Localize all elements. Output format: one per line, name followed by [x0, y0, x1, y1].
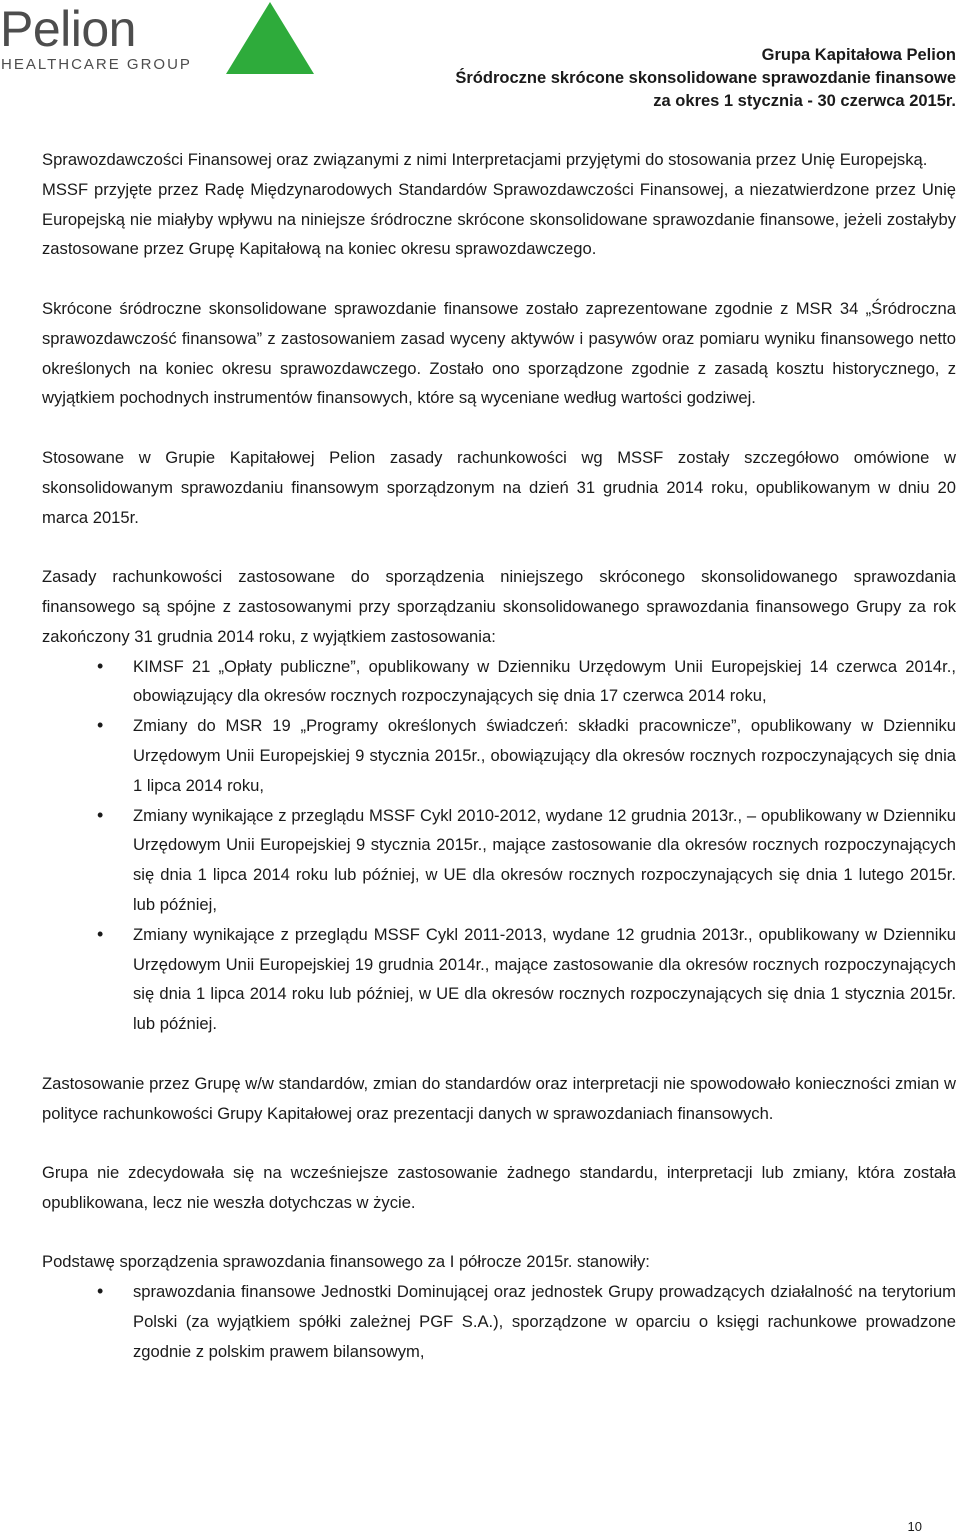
paragraph-3: Skrócone śródroczne skonsolidowane sprawozdanie finansowe zostało zaprezentowane zgodnie z MSR 34 „Śródroczna sprawozdawczość finansowa” z zastosowaniem zasad wyceny aktywów i pasywów oraz pomiaru wyniku finansowego netto określonych na koniec okresu sprawozdawczego. Zostało ono sporządzone zgodnie z zasadą kosztu historycznego, z wyjątkiem pochodnych instrumentów finansowych, które są wyceniane według wartości godziwej. [42, 298, 956, 408]
header-company: Grupa Kapitałowa Pelion [761, 46, 956, 64]
list-item: • Zmiany do MSR 19 „Programy określonych świadczeń: składki pracownicze”, opublikowany w Dzienniku Urzędowym Unii Europejskiej 9 stycznia 2015r., obowiązujący dla okresów rocznych rozpoczynających się dnia 1 lipca 2014 roku, [42, 711, 956, 800]
standards-list [42, 652, 956, 1039]
list-item: • sprawozdania finansowe Jednostki Dominującej oraz jednostek Grupy prowadzących działalność na terytorium Polski (za wyjątkiem spółki zależnej PGF S.A.), sporządzone w oparciu o księgi rachunkowe prowadzone zgodnie z polskim prawem bilansowym, [42, 1277, 956, 1366]
logo-triangle-icon [226, 2, 314, 74]
header-document-title: Śródroczne skrócone skonsolidowane sprawozdanie finansowe [455, 69, 956, 87]
document-header [455, 44, 956, 113]
paragraph-1: Sprawozdawczości Finansowej oraz związanymi z nimi Interpretacjami przyjętymi do stosowania przez Unię Europejską. [42, 150, 928, 169]
paragraph-2: MSSF przyjęte przez Radę Międzynarodowych Standardów Sprawozdawczości Finansowej, a niezatwierdzone przez Unię Europejską nie miałyby wpływu na niniejsze śródroczne skrócone skonsolidowane sprawozdanie finansowe, jeżeli zostałyby zastosowane przez Grupę Kapitałową na koniec okresu sprawozdawczego. [42, 179, 956, 259]
paragraph-7: Grupa nie zdecydowała się na wcześniejsze zastosowanie żadnego standardu, interpretacji lub zmiany, która została opublikowana, lecz nie weszła dotychczas w życie. [42, 1163, 956, 1212]
pelion-logo [0, 0, 320, 80]
basis-list [42, 1277, 956, 1366]
paragraph-6: Zastosowanie przez Grupę w/w standardów, zmian do standardów oraz interpretacji nie spowodowało konieczności zmian w polityce rachunkowości Grupy Kapitałowej oraz prezentacji danych w sprawozdaniach finansowych. [42, 1073, 956, 1123]
document-body [42, 145, 956, 1396]
paragraph-5: Zasady rachunkowości zastosowane do sporządzenia niniejszego skróconego skonsolidowanego sprawozdania finansowego są spójne z zastosowanymi przy sporządzaniu skonsolidowanego sprawozdania finansowego Grupy za rok zakończony 31 grudnia 2014 roku, z wyjątkiem zastosowania: [42, 567, 956, 646]
list-item: • Zmiany wynikające z przeglądu MSSF Cykl 2011-2013, wydane 12 grudnia 2013r., opublikowany w Dzienniku Urzędowym Unii Europejskiej 19 grudnia 2014r., mające zastosowanie dla okresów rocznych rozpoczynających się dnia 1 lipca 2014 roku lub później, w UE dla okresów rocznych rozpoczynających się dnia 1 stycznia 2015r. lub później. [42, 920, 956, 1039]
logo-wordmark: Pelion [0, 1, 136, 57]
header-period: za okres 1 stycznia - 30 czerwca 2015r. [653, 92, 956, 110]
list-item: • KIMSF 21 „Opłaty publiczne”, opublikowany w Dzienniku Urzędowym Unii Europejskiej 14 czerwca 2014r., obowiązujący dla okresów rocznych rozpoczynających się dnia 17 czerwca 2014 roku, [42, 652, 956, 712]
list-item: • Zmiany wynikające z przeglądu MSSF Cykl 2010-2012, wydane 12 grudnia 2013r., – opublikowany w Dzienniku Urzędowym Unii Europejskiej 9 stycznia 2015r., mające zastosowanie dla okresów rocznych rozpoczynających się dnia 1 lipca 2014 roku lub później, w UE dla okresów rocznych rozpoczynających się dnia 1 lutego 2015r. lub później, [42, 801, 956, 920]
paragraph-8: Podstawę sporządzenia sprawozdania finansowego za I półrocze 2015r. stanowiły: [42, 1252, 650, 1272]
paragraph-4: Stosowane w Grupie Kapitałowej Pelion zasady rachunkowości wg MSSF zostały szczegółowo omówione w skonsolidowanym sprawozdaniu finansowym sporządzonym na dzień 31 grudnia 2014 roku, opublikowanym w dniu 20 marca 2015r. [42, 447, 956, 527]
logo-subtitle: HEALTHCARE GROUP [1, 56, 192, 73]
page-number: 10 [907, 1519, 922, 1534]
